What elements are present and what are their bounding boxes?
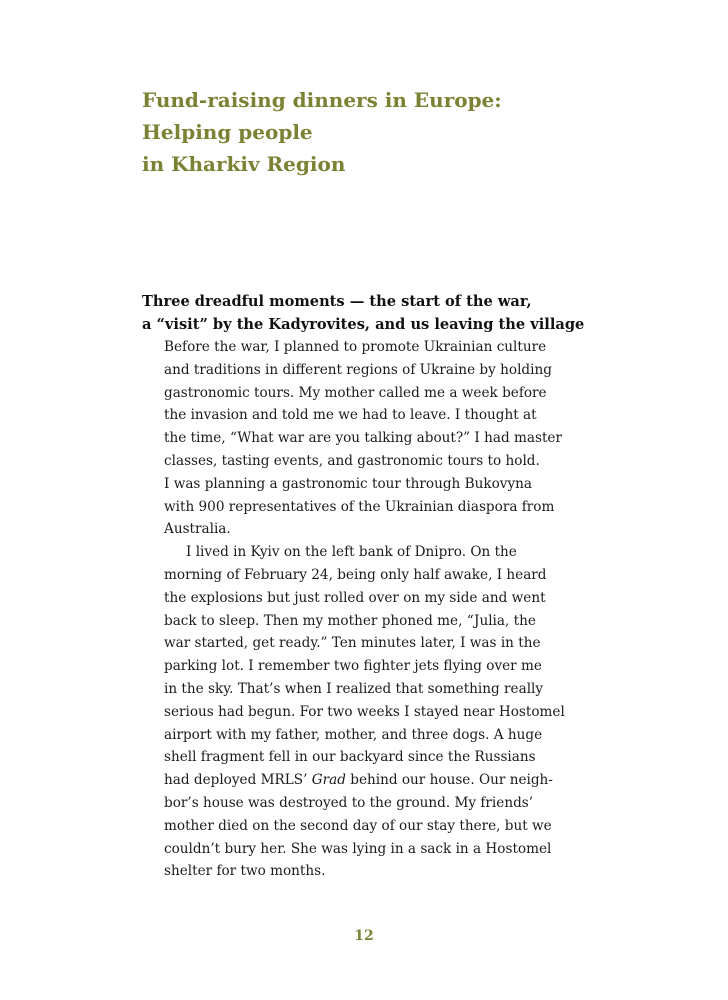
text-line: mother died on the second day of our stay there, but we [164, 817, 552, 834]
text-line: bor’s house was destroyed to the ground. My friends’ [164, 794, 534, 811]
text-line: shelter for two months. [164, 863, 326, 880]
chapter-title [142, 84, 662, 180]
text-line: Before the war, I planned to promote Ukrainian culture [164, 339, 547, 355]
section-heading-line: Three dreadful moments — the start of the war, [142, 293, 532, 310]
text-line: couldn’t bury her. She was lying in a sack in a Hostomel [164, 840, 552, 857]
section-heading [142, 290, 622, 336]
text-line: the time, “What war are you talking about?” I had master [164, 430, 562, 447]
text-line: the explosions but just rolled over on my side and went [164, 589, 546, 606]
text-line: serious had begun. For two weeks I stayed near Hostomel [164, 703, 565, 720]
text-line: the invasion and told me we had to leave. I thought at [164, 407, 537, 424]
text-segment: behind our house. Our neigh- [345, 772, 553, 789]
text-line: airport with my father, mother, and three dogs. A huge [164, 726, 543, 743]
section-heading-line: a “visit” by the Kadyrovites, and us leaving the village [142, 316, 585, 333]
text-line: gastronomic tours. My mother called me a week before [164, 384, 547, 401]
chapter-title-line: Fund-raising dinners in Europe: [142, 88, 502, 112]
chapter-title-line: in Kharkiv Region [142, 152, 346, 176]
text-line: and traditions in different regions of Ukraine by holding [164, 361, 552, 378]
text-line: Australia. [164, 521, 231, 538]
text-line: war started, get ready.” Ten minutes later, I was in the [164, 635, 541, 652]
italic-term: Grad [311, 772, 346, 789]
paragraph-1 [164, 336, 594, 541]
text-line: shell fragment fell in our backyard since the Russians [164, 749, 536, 766]
text-line [164, 769, 594, 792]
paragraph-2 [164, 541, 594, 883]
text-line: back to sleep. Then my mother phoned me, “Julia, the [164, 612, 536, 629]
text-line: I lived in Kyiv on the left bank of Dnipro. On the [186, 544, 517, 561]
text-line: in the sky. That’s when I realized that something really [164, 680, 544, 697]
text-line: parking lot. I remember two fighter jets flying over me [164, 658, 542, 675]
text-line: with 900 representatives of the Ukrainian diaspora from [164, 498, 555, 515]
text-line: morning of February 24, being only half awake, I heard [164, 566, 547, 583]
page-number: 12 [354, 928, 374, 944]
text-line: classes, tasting events, and gastronomic tours to hold. [164, 452, 540, 469]
text-line: I was planning a gastronomic tour through Bukovyna [164, 475, 533, 492]
body-text [164, 336, 594, 883]
chapter-title-line: Helping people [142, 120, 313, 144]
text-segment: had deployed MRLS’ [164, 772, 312, 789]
